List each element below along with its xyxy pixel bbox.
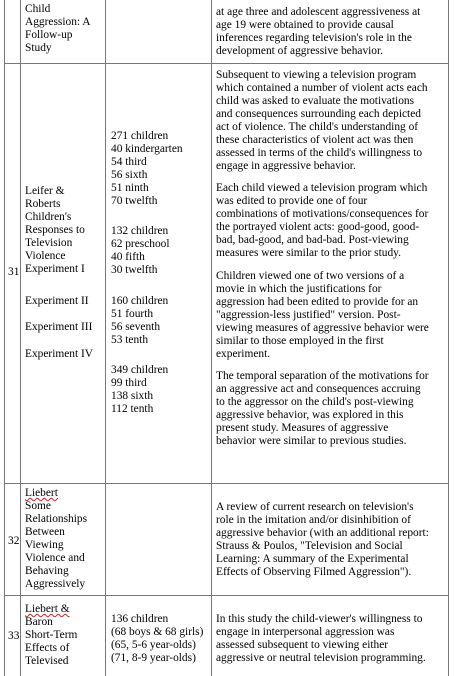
- sample-line: 56 sixth: [111, 169, 148, 181]
- study-line: Experiment I: [25, 263, 85, 275]
- sample-line: 70 twelfth: [111, 195, 158, 207]
- row-number: 32: [8, 535, 20, 547]
- study-line: Violence and: [25, 552, 85, 564]
- sample-line: (68 boys & 68 girls): [111, 626, 204, 638]
- description-line: and consequences surrounding each depicted: [216, 108, 421, 120]
- description-line: development of aggressive behavior.: [216, 45, 384, 57]
- description-line: role in the imitation and/or disinhibition of: [216, 514, 411, 526]
- description-line: aggressive or neutral television programming.: [216, 652, 426, 664]
- description-line: inferences regarding television's role in the: [216, 32, 412, 44]
- description-line: these characteristics of violent act was then: [216, 134, 414, 146]
- description-cell: [212, 0, 448, 63]
- study-line: Liebert &: [25, 603, 70, 615]
- row-number-cell: [5, 596, 21, 676]
- sample-line: 62 preschool: [111, 238, 170, 250]
- description-line: to the aggressor on the child's post-viewing: [216, 396, 414, 408]
- sample-line: 138 sixth: [111, 390, 154, 402]
- study-line: Aggressively: [25, 578, 86, 590]
- sample-line: 40 fifth: [111, 251, 145, 263]
- description-line: viewing measures of aggressive behavior were: [216, 322, 429, 334]
- description-line: aggressive behavior (with an additional report:: [216, 527, 429, 539]
- study-line: Violence: [25, 250, 66, 262]
- study-line: Between: [25, 526, 65, 538]
- sample-line: 99 third: [111, 377, 147, 389]
- study-line: Effects of: [25, 642, 70, 654]
- study-line: Roberts: [25, 198, 61, 210]
- study-line: Short-Term: [25, 629, 78, 641]
- study-line: Viewing: [25, 539, 64, 551]
- description-line: assessed in terms of the child's willingness to: [216, 147, 423, 159]
- table-row: [4, 595, 449, 676]
- description-line: The temporal separation of the motivations for: [216, 370, 429, 382]
- table-row: [4, 483, 449, 596]
- description-line: Each child viewed a television program which: [216, 182, 428, 194]
- description-line: measures were similar to the prior study.: [216, 247, 401, 259]
- description-line: engage in interpersonal aggression was: [216, 626, 395, 638]
- description-line: movie in which the justifications for: [216, 283, 382, 295]
- description-line: bad, bad-good, and bad-bad. Post-viewing: [216, 234, 409, 246]
- description-line: combinations of motivations/consequences for: [216, 208, 429, 220]
- study-line: Behaving: [25, 565, 69, 577]
- description-line: an aggressive act and consequences accruing: [216, 383, 421, 395]
- row-number: 33: [8, 630, 20, 642]
- study-line: Relationships: [25, 513, 88, 525]
- table-row: [4, 63, 449, 484]
- row-number-cell: [5, 484, 21, 595]
- row-number: 31: [8, 266, 20, 278]
- description-line: Learning: A summary of the Experimental: [216, 553, 409, 565]
- sample-cell: [106, 596, 212, 676]
- sample-line: 30 twelfth: [111, 264, 158, 276]
- sample-line: 349 children: [111, 364, 169, 376]
- description-line: behavior were similar to previous studies.: [216, 435, 407, 447]
- sample-line: 51 ninth: [111, 182, 149, 194]
- description-line: Children viewed one of two versions of a: [216, 270, 405, 282]
- description-line: In this study the child-viewer's willingness to: [216, 613, 423, 625]
- study-line: Study: [25, 42, 52, 54]
- sample-line: 54 third: [111, 156, 147, 168]
- study-cell: [21, 64, 106, 483]
- row-number-cell: [5, 0, 21, 63]
- sample-line: 112 tenth: [111, 403, 154, 415]
- description-line: experiment.: [216, 348, 271, 360]
- description-line: the portrayed violent acts: good-good, good-: [216, 221, 420, 233]
- description-line: age 19 were obtained to provide causal: [216, 19, 394, 31]
- study-line: Children's: [25, 211, 72, 223]
- description-cell: [212, 484, 448, 595]
- sample-cell: [106, 64, 212, 483]
- study-line: Television: [25, 237, 73, 249]
- study-line: Baron: [25, 616, 53, 628]
- study-line: Aggression: A: [25, 16, 91, 28]
- study-line: Leifer &: [25, 185, 65, 197]
- description-line: aggression had been edited to provide for an: [216, 296, 419, 308]
- sample-line: (71, 8-9 year-olds): [111, 652, 196, 664]
- description-line: engage in aggressive behavior.: [216, 160, 356, 172]
- sample-line: 132 children: [111, 225, 169, 237]
- study-line: Liebert: [25, 487, 58, 499]
- study-line: Televised: [25, 655, 69, 667]
- study-cell: [21, 484, 106, 595]
- study-line: Child: [25, 3, 51, 15]
- study-line: Experiment IV: [25, 348, 94, 360]
- description-line: at age three and adolescent aggressiveness at: [216, 6, 421, 18]
- description-cell: [212, 596, 448, 676]
- description-line: Subsequent to viewing a television program: [216, 69, 417, 81]
- description-line: aggressive behavior, was explored in this: [216, 409, 404, 421]
- sample-line: 271 children: [111, 130, 169, 142]
- description-line: child was asked to evaluate the motivations: [216, 95, 415, 107]
- description-cell: [212, 64, 448, 483]
- description-line: was edited to provide one of four: [216, 195, 368, 207]
- sample-cell: [106, 0, 212, 63]
- study-cell: [21, 596, 106, 676]
- description-line: "aggression-less justified" version. Post-: [216, 309, 401, 321]
- study-cell: [21, 0, 106, 63]
- sample-line: (65, 5-6 year-olds): [111, 639, 196, 651]
- sample-line: 56 seventh: [111, 321, 161, 333]
- row-number-cell: [5, 64, 21, 483]
- sample-cell: [106, 484, 212, 595]
- study-line: Responses to: [25, 224, 85, 236]
- sample-line: 160 children: [111, 295, 169, 307]
- description-line: which contained a number of violent acts each: [216, 82, 428, 94]
- sample-line: 51 fourth: [111, 308, 154, 320]
- sample-line: 136 children: [111, 613, 169, 625]
- sample-line: 53 tenth: [111, 334, 149, 346]
- description-line: act of violence. The child's understanding of: [216, 121, 419, 133]
- description-line: A review of current research on television's: [216, 501, 414, 513]
- study-line: Experiment II: [25, 295, 89, 307]
- study-line: Some: [25, 500, 51, 512]
- description-line: Effects of Observing Filmed Aggression").: [216, 566, 412, 578]
- sample-line: 40 kindergarten: [111, 143, 183, 155]
- table-row: [4, 0, 449, 64]
- description-line: present study. Measures of aggressive: [216, 422, 389, 434]
- description-line: Strauss & Poulos, "Television and Social: [216, 540, 403, 552]
- study-line: Experiment III: [25, 321, 93, 333]
- description-line: similar to those employed in the first: [216, 335, 384, 347]
- description-line: assessed subsequent to viewing either: [216, 639, 389, 651]
- study-line: Follow-up: [25, 29, 73, 41]
